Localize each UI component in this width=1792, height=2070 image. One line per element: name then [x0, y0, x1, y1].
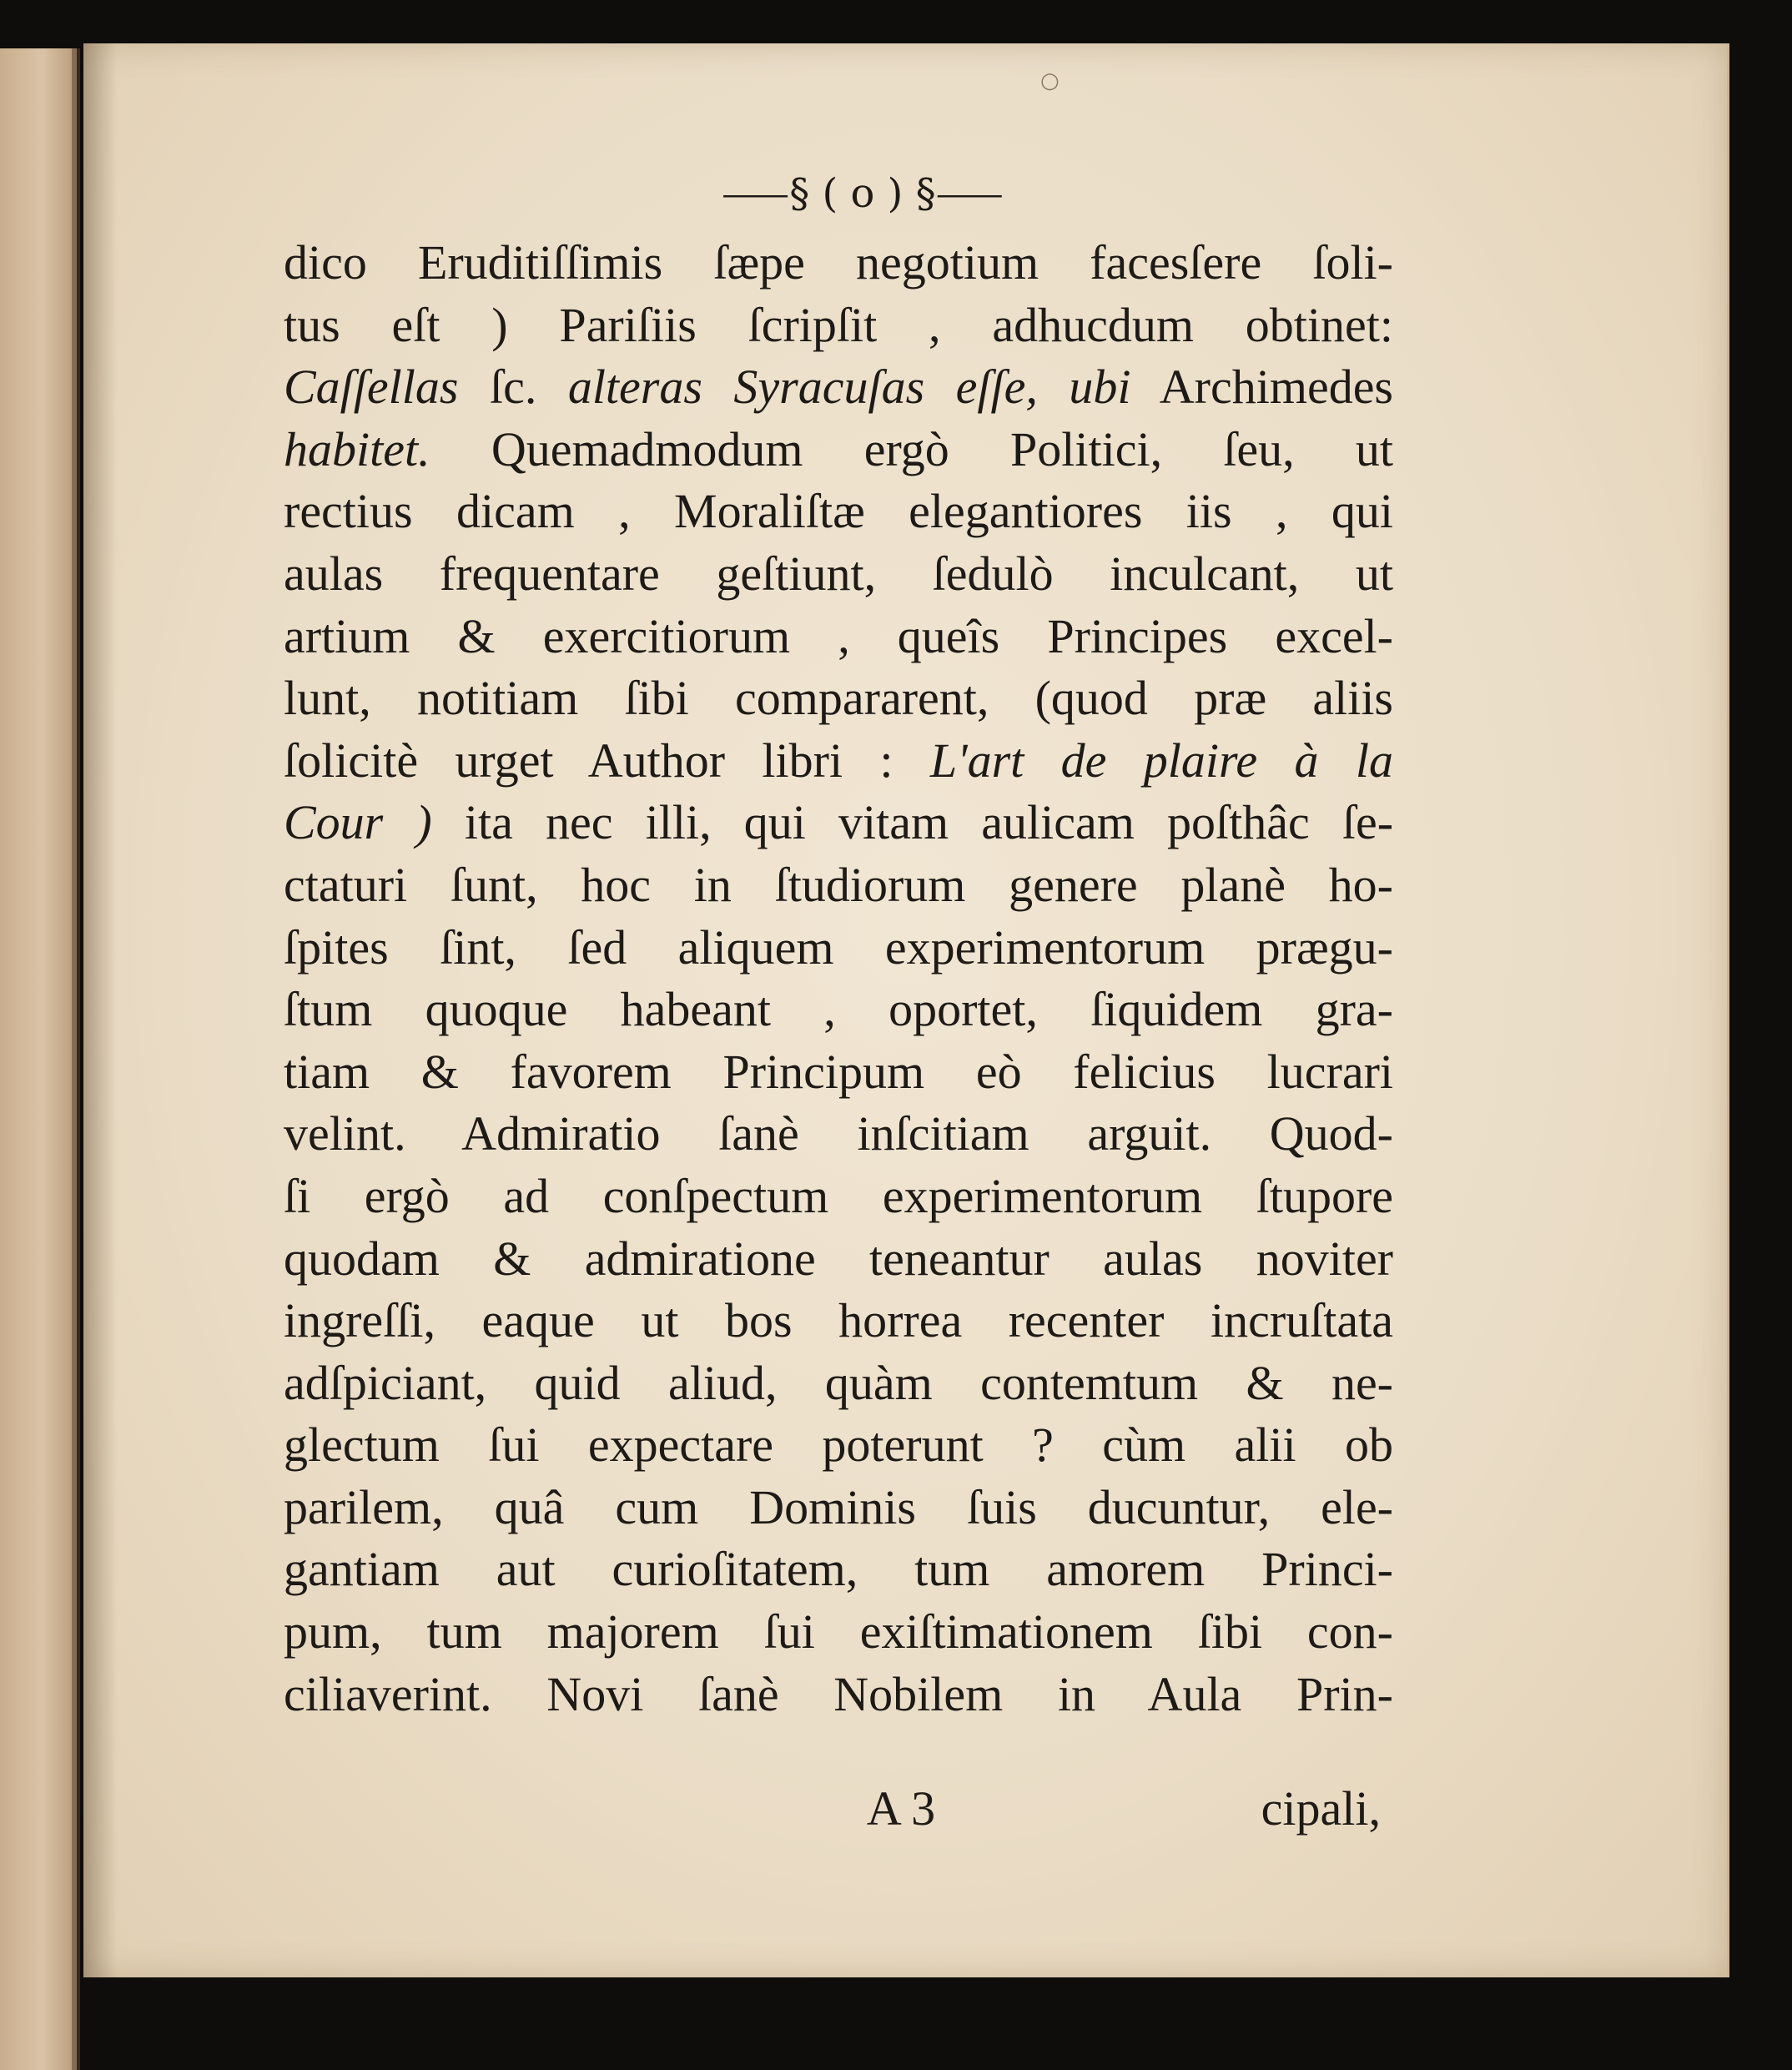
text-run: ſpites ſint, ſed aliquem experimentorum prægu-: [284, 919, 1393, 975]
text-run: ſolicitè urget Author libri :: [284, 733, 930, 788]
text-run: parilem, quâ cum Dominis ſuis ducuntur, ele-: [284, 1479, 1393, 1534]
signature-mark: A 3: [866, 1781, 936, 1836]
italic-text: habitet.: [284, 421, 430, 476]
text-line: [284, 356, 1393, 419]
folio-mark: ○: [1040, 68, 1060, 93]
text-run: Archimedes: [1130, 360, 1393, 415]
text-line: [284, 1166, 1393, 1228]
text-line: [284, 419, 1393, 481]
text-run: pum, tum majorem ſui exiſtimationem ſibi con-: [284, 1604, 1393, 1660]
text-line: [284, 1041, 1393, 1104]
italic-text: Cour ): [284, 795, 432, 850]
text-run: ingreſſi, eaque ut bos horrea recenter incruſtata: [284, 1293, 1393, 1348]
text-run: Quemadmodum ergò Politici, ſeu, ut: [430, 421, 1393, 476]
text-run: ſtum quoque habeant , oportet, ſiquidem gra-: [284, 982, 1393, 1037]
text-run: lunt, notitiam ſibi compararent, (quod præ aliis: [284, 671, 1393, 726]
text-run: adſpiciant, quid aliud, quàm contemtum & ne-: [284, 1355, 1393, 1410]
text-line: [284, 232, 1393, 295]
page-header: ⸺§ ( o ) §⸺: [722, 170, 1004, 217]
text-run: quodam & admiratione teneantur aulas noviter: [284, 1231, 1393, 1286]
text-run: gantiam aut curioſitatem, tum amorem Princi-: [284, 1542, 1393, 1597]
italic-text: alteras Syracuſas eſſe, ubi: [567, 360, 1131, 415]
text-line: [284, 1103, 1393, 1166]
text-run: rectius dicam , Moraliſtæ elegantiores iis , qui: [284, 484, 1393, 539]
text-line: [284, 792, 1393, 854]
page-fold-shadow: [72, 48, 80, 2070]
text-run: ſi ergò ad conſpectum experimentorum ſtupore: [284, 1168, 1393, 1223]
text-line: [284, 606, 1393, 668]
gutter-shadow: [83, 43, 117, 1977]
text-run: dico Eruditiſſimis ſæpe negotium facesſere ſoli-: [284, 235, 1393, 290]
text-run: tiam & favorem Principum eò felicius lucrari: [284, 1044, 1393, 1099]
text-run: tus eſt ) Pariſiis ſcripſit , adhucdum obtinet:: [284, 297, 1393, 352]
text-line: [284, 295, 1393, 357]
text-line: [284, 1228, 1393, 1291]
text-line: [284, 543, 1393, 606]
italic-text: Caſſellas: [284, 360, 459, 415]
text-run: ctaturi ſunt, hoc in ſtudiorum genere planè ho-: [284, 857, 1393, 912]
text-run: ita nec illi, qui vitam aulicam poſthâc ſe-: [431, 795, 1393, 850]
text-run: aulas frequentare geſtiunt, ſedulò inculcant, ut: [284, 546, 1393, 601]
text-line: [284, 979, 1393, 1041]
text-run: artium & exercitiorum , queîs Principes excel-: [284, 608, 1393, 663]
text-line: [284, 481, 1393, 543]
text-line: [284, 1664, 1393, 1726]
text-run: glectum ſui expectare poterunt ? cùm alii ob: [284, 1418, 1393, 1473]
text-line: [284, 1290, 1393, 1352]
text-line: [284, 1352, 1393, 1415]
text-line: [284, 667, 1393, 730]
text-run: ſc.: [458, 360, 568, 415]
text-line: [284, 854, 1393, 917]
text-run: ciliaverint. Novi ſanè Nobilem in Aula Prin-: [284, 1666, 1393, 1721]
text-line: [284, 1539, 1393, 1601]
text-line: [284, 917, 1393, 980]
body-text: [284, 232, 1393, 1725]
adjacent-page-edge: [0, 48, 77, 2070]
text-line: [284, 1601, 1393, 1664]
text-line: [284, 1477, 1393, 1539]
italic-text: L'art de plaire à la: [929, 733, 1393, 788]
catchword: cipali,: [1261, 1781, 1381, 1836]
text-line: [284, 730, 1393, 793]
text-run: velint. Admiratio ſanè inſcitiam arguit. Quod-: [284, 1106, 1393, 1161]
text-line: [284, 1414, 1393, 1477]
